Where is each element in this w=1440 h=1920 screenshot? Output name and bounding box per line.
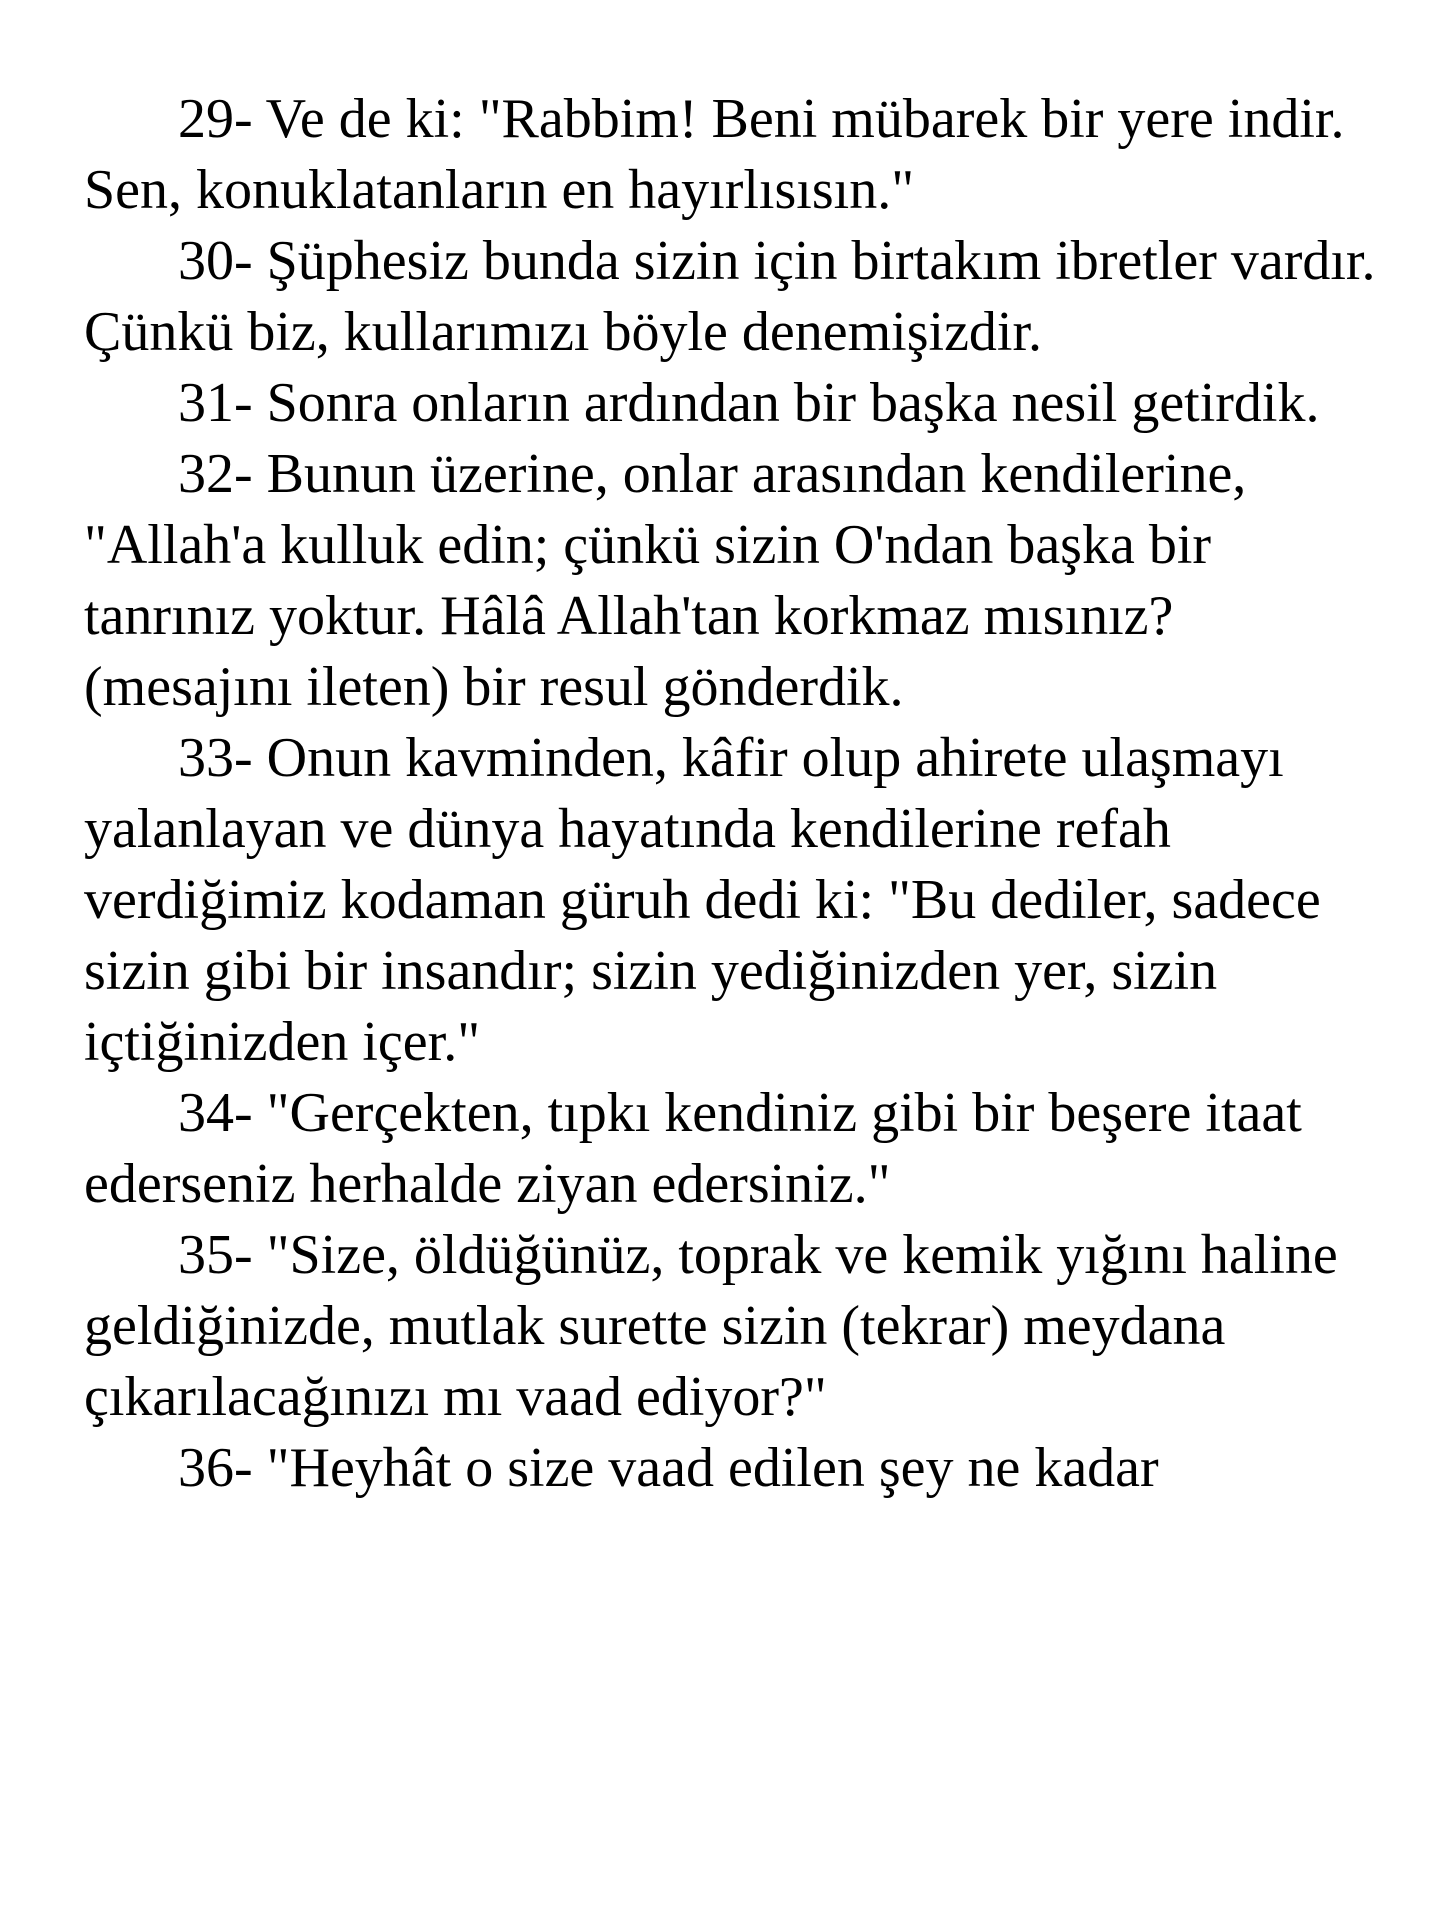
verse-34: 34- "Gerçekten, tıpkı kendiniz gibi bir beşere itaat ederseniz herhalde ziyan edersiniz." <box>84 1082 1302 1215</box>
verse-31: 31- Sonra onların ardından bir başka nesil getirdik. <box>178 372 1320 434</box>
verse-36: 36- "Heyhât o size vaad edilen şey ne kadar <box>178 1437 1159 1499</box>
verse-32: 32- Bunun üzerine, onlar arasından kendilerine, "Allah'a kulluk edin; çünkü sizin O'ndan başka bir tanrınız yoktur. Hâlâ Allah'tan korkmaz mısınız? (mesajını ileten) bir resul gönderdik. <box>84 443 1247 718</box>
verse-29: 29- Ve de ki: "Rabbim! Beni mübarek bir yere indir. Sen, konuklatanların en hayırlısısın." <box>84 88 1345 221</box>
verse-33: 33- Onun kavminden, kâfir olup ahirete ulaşmayı yalanlayan ve dünya hayatında kendilerine refah verdiğimiz kodaman güruh dedi ki: "Bu dediler, sadece sizin gibi bir insandır; sizin yediğinizden yer, sizin içtiğinizden içer." <box>84 727 1321 1073</box>
verse-30: 30- Şüphesiz bunda sizin için birtakım ibretler vardır. Çünkü biz, kullarımızı böyle denemişizdir. <box>84 230 1376 363</box>
verse-35: 35- "Size, öldüğünüz, toprak ve kemik yığını haline geldiğinizde, mutlak surette sizin (tekrar) meydana çıkarılacağınızı mı vaad ediyor?" <box>84 1224 1338 1428</box>
